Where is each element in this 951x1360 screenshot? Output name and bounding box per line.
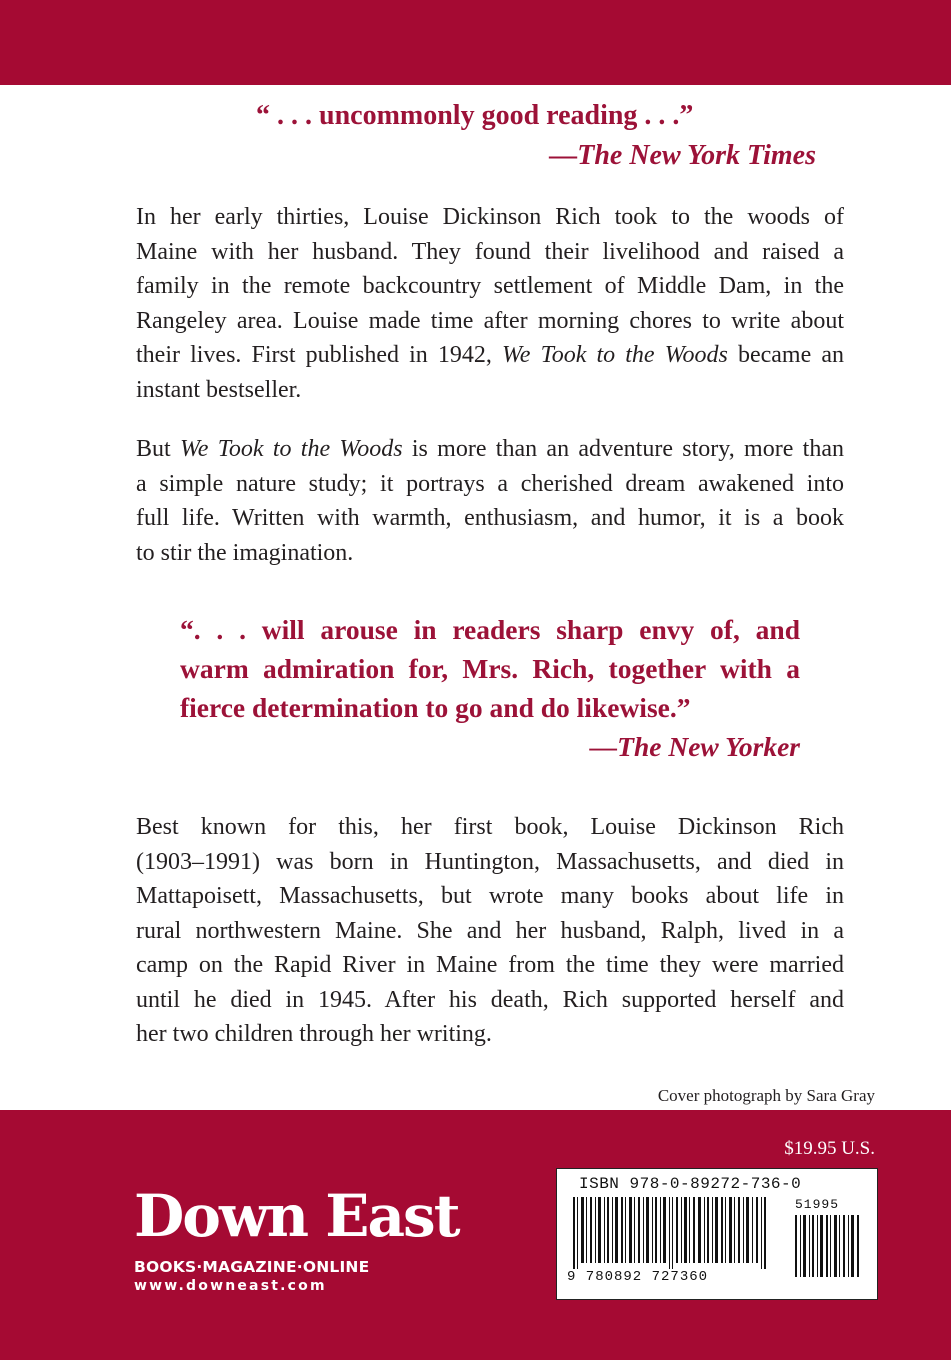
quote-line: fierce determination to go and do likewise.” <box>180 692 691 723</box>
book-title: We Took to the Woods <box>179 436 403 462</box>
text-fragment: But <box>136 436 180 462</box>
text-line: until he died in 1945. After his death, Rich supported herself and <box>136 986 844 1013</box>
top-quote <box>136 96 816 176</box>
description-paragraph-1 <box>136 200 844 407</box>
text-line: (1903–1991) was born in Huntington, Massachusetts, and died in <box>136 848 844 875</box>
text-fragment: is more than an adventure story, more than <box>402 436 844 462</box>
publisher-name: Down East <box>134 1182 459 1250</box>
publisher-tagline: BOOKS·MAGAZINE·ONLINE <box>134 1258 370 1276</box>
text-line: rural northwestern Maine. She and her husband, Ralph, lived in a <box>136 917 844 944</box>
text-line: a simple nature study; it portrays a cherished dream awakened into <box>136 470 844 497</box>
quote-line: “. . . will arouse in readers sharp envy of, and <box>180 614 800 645</box>
top-quote-attribution: —The New York Times <box>549 140 816 171</box>
isbn-number: ISBN 978-0-89272-736-0 <box>579 1175 802 1193</box>
top-color-band <box>0 0 951 85</box>
quote-line: warm admiration for, Mrs. Rich, together with a <box>180 653 800 684</box>
publisher-website: www.downeast.com <box>134 1278 327 1294</box>
middle-quote <box>180 610 800 766</box>
book-title: We Took to the Woods <box>502 342 728 368</box>
text-line: instant bestseller. <box>136 376 302 403</box>
barcode-panel <box>556 1168 878 1300</box>
description-paragraph-2 <box>136 432 844 570</box>
middle-quote-attribution: —The New Yorker <box>589 731 800 762</box>
barcode-addon-digits: 51995 <box>795 1197 840 1212</box>
text-fragment: their lives. First published in 1942, <box>136 342 503 368</box>
text-line: Mattapoisett, Massachusetts, but wrote many books about life in <box>136 883 844 909</box>
author-bio-paragraph <box>136 810 844 1052</box>
text-line <box>136 432 844 467</box>
publisher-logo <box>134 1182 459 1294</box>
text-line: full life. Written with warmth, enthusiasm, and humor, it is a book <box>136 505 844 531</box>
text-line: In her early thirties, Louise Dickinson Rich took to the woods of <box>136 204 844 230</box>
text-line: Best known for this, her first book, Louise Dickinson Rich <box>136 814 844 840</box>
text-line: Maine with her husband. They found their livelihood and raised a <box>136 238 844 265</box>
text-line: camp on the Rapid River in Maine from the time they were married <box>136 952 844 978</box>
barcode-digits: 9 780892 727360 <box>567 1269 709 1285</box>
text-line: family in the remote backcountry settlement of Middle Dam, in the <box>136 273 844 299</box>
text-line: her two children through her writing. <box>136 1021 492 1047</box>
top-quote-text: “ . . . uncommonly good reading . . .” <box>256 100 694 131</box>
text-line: to stir the imagination. <box>136 539 354 566</box>
text-line: Rangeley area. Louise made time after morning chores to write about <box>136 307 844 334</box>
text-line <box>136 338 844 373</box>
price-label: $19.95 U.S. <box>784 1138 875 1159</box>
text-fragment: became an <box>727 342 845 368</box>
cover-photo-credit: Cover photograph by Sara Gray <box>657 1086 875 1105</box>
